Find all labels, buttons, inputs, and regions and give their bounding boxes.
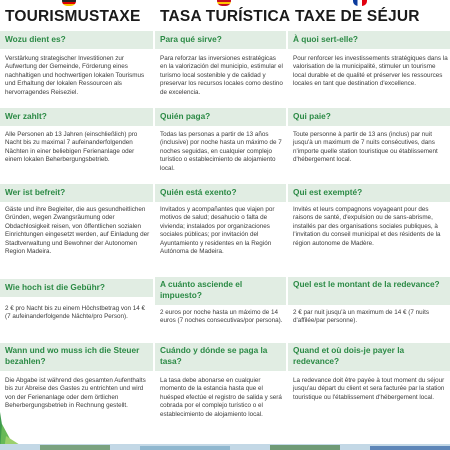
section-body: La redevance doit être payée à tout moment du séjour jusqu'au départ du client et sera facturée par la station touristique ou l'établissement d'hébergement local. [293, 377, 445, 401]
section-body: Invitados y acompañantes que viajen por motivos de salud; desahucio o falta de vivienda; instalados por organizaciones sociales públicas; por invitación del Ayuntamiento y residentes en la Región Autónoma de Madeira. [160, 206, 275, 256]
section-header: Para qué sirve? [155, 31, 286, 49]
section-body: 2 euros por noche hasta un máximo de 14 euros (7 noches consecutivas/por persona). [160, 309, 283, 325]
section-header: Quand et où dois-je payer la redevance? [288, 343, 450, 371]
spanish-title: TASA TURÍSTICA [160, 8, 291, 25]
section-header: Wozu dient es? [0, 31, 153, 49]
landscape-strip [370, 446, 450, 450]
section-body: Pour renforcer les investissements stratégiques dans la valorisation de la municipalité, stimuler un tourisme local durable et de qualité et préserver les ressources locales en tant que destination d'excellence. [293, 55, 448, 88]
section-body: Toute personne à partir de 13 ans (inclus) par nuit jusqu'à un maximum de 7 nuits consécutives, dans n'importe quelle station touristique ou établissement d'hébergement local. [293, 131, 438, 164]
section-body: Invités et leurs compagnons voyageant pour des raisons de santé, d'expulsion ou de sans-abrisme, installés par des organisations sociales publiques, à l'invitation du conseil municipal et des résidents de la région autonome de Madère. [293, 206, 441, 247]
left-leaf [8, 444, 40, 450]
german-title: TOURISMUSTAXE [5, 8, 141, 25]
section-header: Quién paga? [155, 108, 286, 126]
section-header: Wie hoch ist die Gebühr? [0, 279, 153, 297]
left-leaf [4, 436, 28, 450]
section-header: A cuánto asciende el impuesto? [155, 277, 286, 305]
section-header: À quoi sert-elle? [288, 31, 450, 49]
section-header: Wann und wo muss ich die Steuer bezahlen? [0, 343, 153, 371]
landscape-strip [40, 445, 110, 450]
french-flag [353, 0, 367, 6]
german-column [0, 29, 153, 434]
sky-strip [0, 444, 450, 450]
section-header: Wer ist befreit? [0, 184, 153, 202]
section-header: Qui paie? [288, 108, 450, 126]
section-body: Gäste und ihre Begleiter, die aus gesundheitlichen Gründen, wegen Zwangsräumung oder Obdachlosigkeit reisen, von öffentlichen sozialen Einrichtungen eingesetzt werden, auf Einladung der Stadtverwaltung und Bewohner der Autonomen Region Madeira. [5, 206, 150, 256]
section-body: La tasa debe abonarse en cualquier momento de la estancia hasta que el huésped efectúe el registro de salida y será cobrada por el complejo turístico o el establecimiento de alojamiento local. [160, 377, 282, 418]
section-body: 2 € pro Nacht bis zu einem Höchstbetrag von 14 € (7 aufeinanderfolgende Nächte/pro Person). [5, 305, 146, 321]
german-flag [62, 0, 76, 6]
section-body: 2 € par nuit jusqu'à un maximum de 14 € (7 nuits d'affilée/par personne). [293, 309, 429, 325]
french-title: TAXE DE SÉJUR [295, 8, 420, 25]
landscape-strip [270, 445, 340, 450]
section-body: Para reforzar las inversiones estratégicas en la valorización del municipio, estimular el turismo local sostenible y de calidad y preservar los recursos locales como destino de excelencia. [160, 55, 283, 96]
french-column [288, 29, 450, 434]
spanish-column [155, 29, 286, 434]
spanish-flag [217, 0, 231, 6]
section-body: Die Abgabe ist während des gesamten Aufenthalts bis zur Abreise des Gastes zu entrichten und wird von der Ferienanlage oder dem örtlichen Beherbergungsbetrieb in Rechnung gestellt. [5, 377, 146, 410]
landscape-strip [140, 446, 230, 450]
info-columns [0, 29, 450, 434]
section-header: Wer zahlt? [0, 108, 153, 126]
section-body: Todas las personas a partir de 13 años (inclusive) por noche hasta un máximo de 7 noches seguidas, en cualquier complejo turístico o establecimiento de alojamiento local. [160, 131, 282, 172]
section-body: Alle Personen ab 13 Jahren (einschließlich) pro Nacht bis zu maximal 7 aufeinanderfolgenden Nächten in einer beliebigen Ferienanlage oder einem lokalen Beherbergungsbetrieb. [5, 131, 138, 164]
section-header: Quel est le montant de la redevance? [288, 277, 450, 305]
section-header: Quién está exento? [155, 184, 286, 202]
section-header: Cuándo y dónde se paga la tasa? [155, 343, 286, 371]
section-header: Qui est exempté? [288, 184, 450, 202]
section-body: Verstärkung strategischer Investitionen zur Aufwertung der Gemeinde, Förderung eines nachhaltigen und hochwertigen lokalen Tourismus und Erhaltung der lokalen Ressourcen als hervorragendes Reiseziel. [5, 55, 145, 96]
